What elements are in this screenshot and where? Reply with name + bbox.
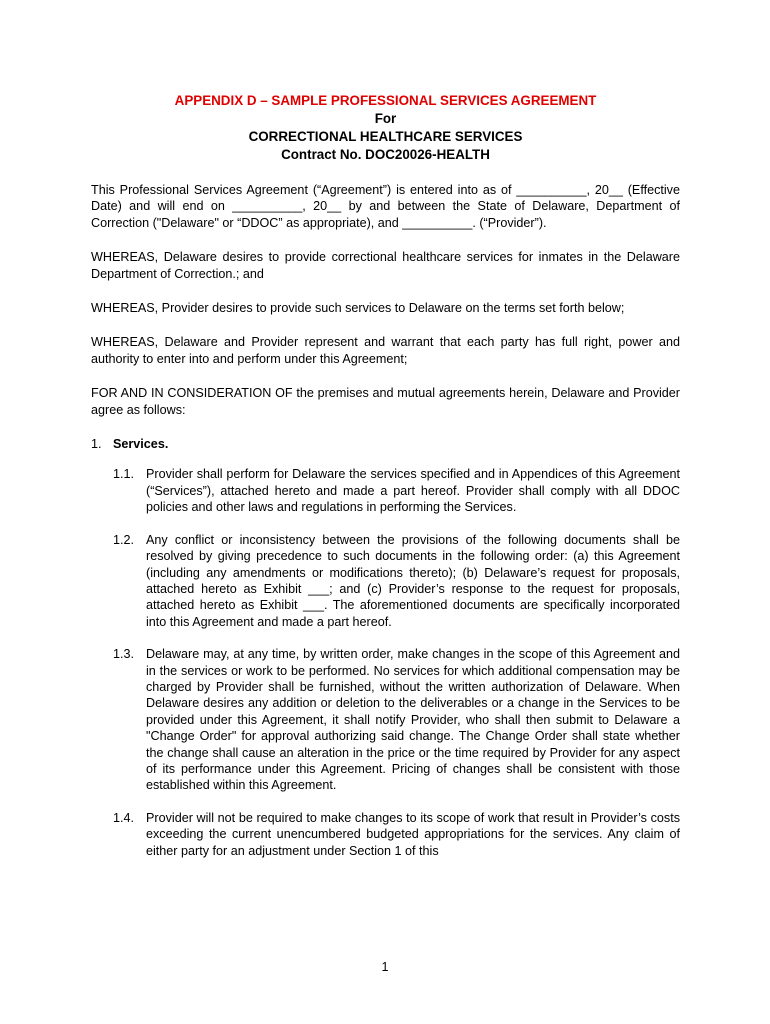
- whereas-paragraph-3: WHEREAS, Delaware and Provider represent and warrant that each party has full right, power and authority to enter into and perform under this Agreement;: [91, 335, 680, 366]
- subsection-number: 1.2.: [113, 532, 135, 547]
- subsection-1-1: [91, 466, 680, 515]
- intro-paragraph: This Professional Services Agreement (“Agreement”) is entered into as of __________, 20__ (Effective Date) and will end on __________, 20__ by and between the State of Delaware, Department of Correction ("Delaware" or “DDOC” as appropriate), and __________. (“Provider”).: [91, 183, 680, 230]
- subsection-number: 1.1.: [113, 467, 135, 482]
- title-for: For: [374, 111, 397, 126]
- document-title: [91, 92, 680, 164]
- contract-number: Contract No. DOC20026-HEALTH: [281, 147, 490, 162]
- section-number: 1.: [91, 437, 102, 452]
- consideration-paragraph: FOR AND IN CONSIDERATION OF the premises and mutual agreements herein, Delaware and Provider agree as follows:: [91, 386, 680, 417]
- whereas-paragraph-1: WHEREAS, Delaware desires to provide correctional healthcare services for inmates in the Delaware Department of Correction.; and: [91, 250, 680, 281]
- subsection-text: Any conflict or inconsistency between the provisions of the following documents shall be resolved by giving precedence to such documents in the following order: (a) this Agreement (including any amendments or modifications thereto); (b) Delaware’s request for proposals, attached hereto as Exhibit ___; and (c) Provider’s response to the request for proposals, attached hereto as Exhibit ___. The aforementioned documents are specifically incorporated into this Agreement and made a part hereof.: [146, 532, 680, 629]
- subsection-1-4: [91, 810, 680, 859]
- subsection-number: 1.3.: [113, 647, 135, 662]
- subsection-1-2: [91, 532, 680, 630]
- subsection-number: 1.4.: [113, 810, 135, 825]
- whereas-paragraph-2: WHEREAS, Provider desires to provide such services to Delaware on the terms set forth below;: [91, 301, 625, 316]
- subsection-text: Delaware may, at any time, by written order, make changes in the scope of this Agreement and in the services or work to be performed. No services for which additional compensation may be charged by Provider shall be furnished, without the written authorization of Delaware. When Delaware desires any addition or deletion to the deliverables or a change in the Services to be provided under this Agreement, it shall notify Provider, who shall then submit to Delaware a "Change Order" for approval authorizing said change. The Change Order shall state whether the change shall cause an alteration in the price or the time required by Provider for any aspect of its performance under this Agreement. Pricing of changes shall be consistent with those established within this Agreement.: [146, 647, 680, 793]
- section-label: Services.: [113, 437, 169, 452]
- title-services: CORRECTIONAL HEALTHCARE SERVICES: [248, 129, 523, 144]
- section-heading-services: [91, 436, 680, 452]
- subsection-text: Provider shall perform for Delaware the services specified and in Appendices of this Agreement (“Services”), attached hereto and made a part hereof. Provider shall comply with all DDOC policies and other laws and regulations in performing the Services.: [146, 467, 680, 515]
- subsection-1-3: [91, 646, 680, 794]
- page-number: 1: [381, 960, 389, 974]
- appendix-title: APPENDIX D – SAMPLE PROFESSIONAL SERVICES AGREEMENT: [174, 93, 597, 108]
- subsection-text: Provider will not be required to make changes to its scope of work that result in Provider’s costs exceeding the current unencumbered budgeted appropriations for the services. Any claim of either party for an adjustment under Section 1 of this: [146, 810, 680, 858]
